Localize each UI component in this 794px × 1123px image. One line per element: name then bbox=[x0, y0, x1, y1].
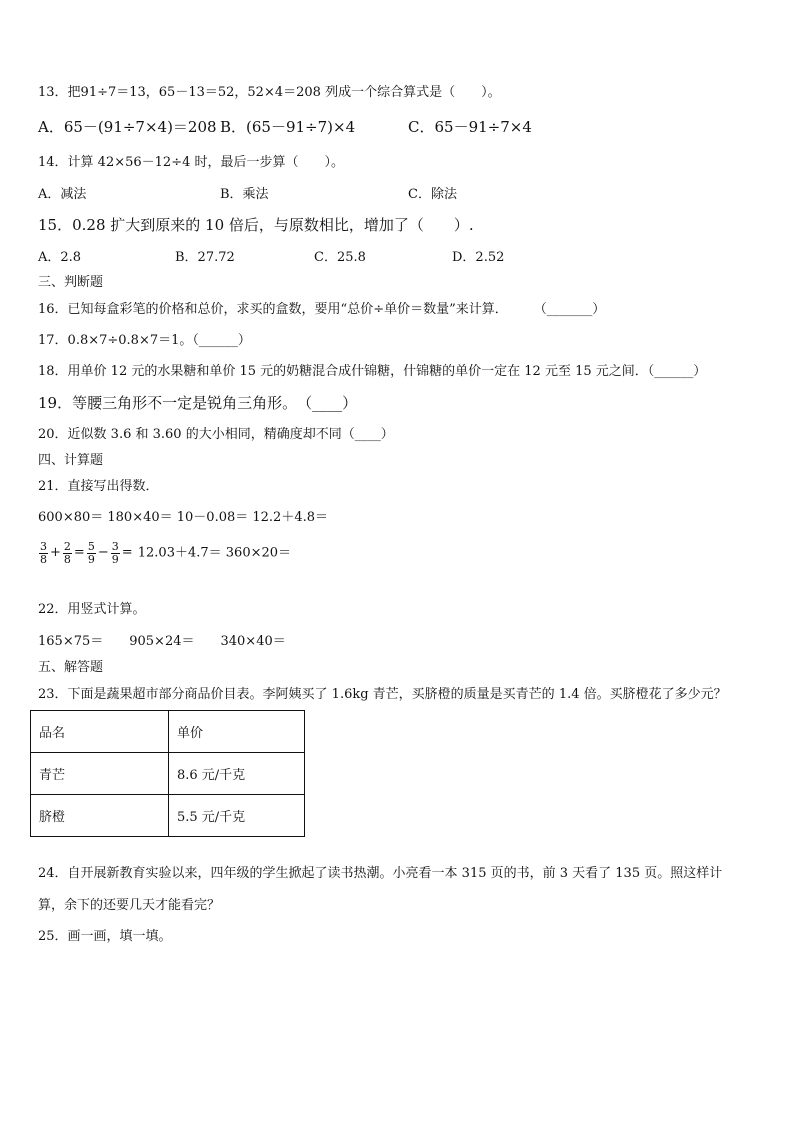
q15-option-d: D．2.52 bbox=[452, 250, 505, 265]
q21-row2-rest: 12.03＋4.7＝ 360×20＝ bbox=[133, 545, 292, 561]
table-cell: 5.5 元/千克 bbox=[169, 795, 305, 837]
minus-sign: − bbox=[97, 545, 109, 560]
q13-option-b: B．(65－91÷7)×4 bbox=[220, 118, 356, 136]
q24-line1: 24．自开展新教育实验以来，四年级的学生掀起了读书热潮。小亮看一本 315 页的书，前 3 天看了 135 页。照这样计 bbox=[38, 866, 723, 881]
q14-option-c: C．除法 bbox=[408, 187, 457, 202]
q21-row2 bbox=[38, 538, 291, 569]
q23-stem: 23．下面是蔬果超市部分商品价目表。李阿姨买了 1.6kg 青芒，买脐橙的质量是买青芒的 1.4 倍。买脐橙花了多少元？ bbox=[38, 687, 727, 702]
q14-stem: 14．计算 42×56－12÷4 时，最后一步算（ ）。 bbox=[38, 155, 344, 170]
q15-option-c: C．25.8 bbox=[314, 250, 366, 265]
q25-stem: 25．画一画，填一填。 bbox=[38, 929, 172, 944]
table-row bbox=[31, 753, 305, 795]
table-cell: 8.6 元/千克 bbox=[169, 753, 305, 795]
section-heading-judgement: 三、判断题 bbox=[38, 275, 104, 290]
fraction: $\frac{5}{9}$ bbox=[87, 539, 95, 566]
q22-row: 165×75＝ 905×24＝ 340×40＝ bbox=[38, 634, 286, 649]
section-heading-solution: 五、解答题 bbox=[38, 660, 104, 675]
q19-stem: 19．等腰三角形不一定是锐角三角形。 （____） bbox=[38, 394, 358, 412]
equals-sign: = bbox=[73, 545, 85, 560]
plus-sign: + bbox=[50, 545, 61, 560]
q13-option-a: A．65－(91÷7×4)＝208 bbox=[38, 118, 217, 136]
q17-stem: 17．0.8×7÷0.8×7＝1。（______） bbox=[38, 333, 251, 348]
fraction: $\frac{3}{9}$ bbox=[111, 539, 119, 566]
q24-line2: 算，余下的还要几天才能看完？ bbox=[38, 898, 221, 913]
table-header-row bbox=[31, 711, 305, 753]
fraction: $\frac{3}{8}$ bbox=[40, 539, 47, 566]
fraction: $\frac{2}{8}$ bbox=[63, 539, 71, 566]
equals-sign: = bbox=[121, 545, 133, 560]
table-header-cell: 单价 bbox=[169, 711, 305, 753]
table-cell: 青芒 bbox=[31, 753, 169, 795]
q21-stem: 21．直接写出得数． bbox=[38, 479, 159, 494]
table-header-cell: 品名 bbox=[31, 711, 169, 753]
q14-option-a: A．减法 bbox=[38, 187, 87, 202]
q15-option-b: B．27.72 bbox=[175, 250, 235, 265]
q15-stem: 15．0.28 扩大到原来的 10 倍后，与原数相比，增加了（ ）. bbox=[38, 216, 474, 234]
q20-stem: 20．近似数 3.6 和 3.60 的大小相同，精确度却不同（____） bbox=[38, 427, 394, 442]
table-row bbox=[31, 795, 305, 837]
q18-stem: 18．用单价 12 元的水果糖和单价 15 元的奶糖混合成什锦糖，什锦糖的单价一定在 12 元至 15 元之间．（______） bbox=[38, 364, 707, 379]
q15-option-a: A．2.8 bbox=[38, 250, 82, 265]
q13-stem: 13．把91÷7＝13，65－13＝52，52×4＝208 列成一个综合算式是（ ）。 bbox=[38, 85, 501, 100]
q22-stem: 22．用竖式计算。 bbox=[38, 602, 146, 617]
q21-row1: 600×80＝ 180×40＝ 10－0.08＝ 12.2＋4.8＝ bbox=[38, 510, 328, 525]
q13-option-c: C．65－91÷7×4 bbox=[408, 118, 532, 136]
table-cell: 脐橙 bbox=[31, 795, 169, 837]
section-heading-calculation: 四、计算题 bbox=[38, 453, 104, 468]
q14-option-b: B．乘法 bbox=[220, 187, 269, 202]
q16-stem: 16．已知每盒彩笔的价格和总价，求买的盒数，要用“总价÷单价＝数量”来计算． （_______） bbox=[38, 302, 606, 317]
price-table bbox=[30, 710, 305, 837]
